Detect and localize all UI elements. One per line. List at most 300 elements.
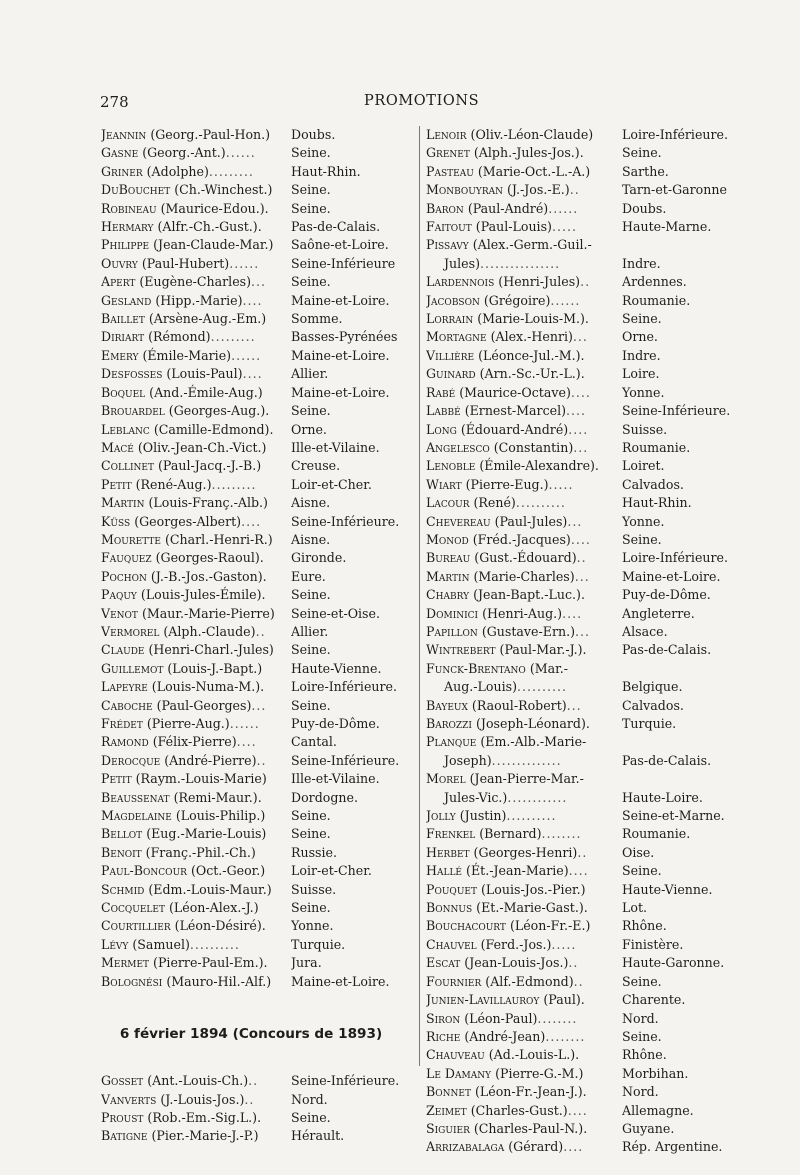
entry-name <box>426 531 622 549</box>
entry-name <box>101 862 291 880</box>
entry-surname: Diriart <box>101 329 145 345</box>
entry-place: Seine. <box>291 182 331 198</box>
list-item <box>426 678 744 696</box>
entry-given-names: (Georges-Raoul). <box>155 550 264 566</box>
entry-name <box>101 1072 291 1090</box>
entry-surname: Bureau <box>426 550 471 566</box>
list-item <box>426 236 744 254</box>
entry-place: Suisse. <box>622 421 668 437</box>
entry-name <box>101 439 291 457</box>
entry-surname: Jolly <box>426 808 456 824</box>
list-item <box>101 605 401 623</box>
entry-given-names: (Justin) <box>459 808 507 824</box>
entry-place: Maine-et-Loire. <box>291 292 390 308</box>
entry-surname: Dominici <box>426 605 479 621</box>
entry-place: Calvados. <box>622 697 684 713</box>
entry-name <box>101 1127 291 1145</box>
entry-place: Ille-et-Vilaine. <box>291 771 380 787</box>
entry-surname: Derocque <box>101 752 161 768</box>
entry-name <box>101 365 291 383</box>
entry-place: Seine. <box>622 311 662 327</box>
entry-given-names: Jules) <box>444 255 481 271</box>
entry-place: Seine. <box>291 900 331 916</box>
entry-place: Seine-et-Marne. <box>622 808 725 824</box>
entry-place: Eure. <box>291 568 326 584</box>
entry-given-names: (Ch.-Winchest.) <box>174 182 273 198</box>
list-item <box>426 770 744 788</box>
list-item <box>426 292 744 310</box>
entry-place: Yonne. <box>622 384 665 400</box>
list-item <box>101 365 401 383</box>
entry-place: Seine. <box>622 1028 662 1044</box>
entry-given-names: (Arsène-Aug.-Em.) <box>148 311 267 327</box>
entry-place: Finistère. <box>622 936 684 952</box>
list-item <box>101 218 401 236</box>
list-item <box>426 347 744 365</box>
list-item <box>426 660 744 678</box>
entry-surname: Mortagne <box>426 329 487 345</box>
entry-surname: Hermary <box>101 219 154 235</box>
entry-surname: Lenoble <box>426 458 476 474</box>
entry-surname: Chabry <box>426 587 470 603</box>
entry-given-names: (Mauro-Hil.-Alf.) <box>166 973 272 989</box>
entry-place: Saône-et-Loire. <box>291 237 389 253</box>
list-item <box>426 1010 744 1028</box>
entry-name <box>426 1046 622 1064</box>
list-item <box>101 255 401 273</box>
entry-name <box>426 384 622 402</box>
entry-given-names: (Alex.-Germ.-Guil.- <box>472 237 592 253</box>
entry-given-names: (Louis-Franç.-Alb.) <box>148 495 268 511</box>
running-title: PROMOTIONS <box>364 93 480 109</box>
entry-given-names: (Maur.-Marie-Pierre) <box>141 605 275 621</box>
entry-place: Maine-et-Loire. <box>622 568 721 584</box>
list-item <box>101 770 401 788</box>
entry-surname: Monod <box>426 531 469 547</box>
entry-place: Pas-de-Calais. <box>622 752 712 768</box>
entry-given-names: (Hipp.-Marie) <box>155 292 243 308</box>
entry-place: Pas-de-Calais. <box>622 642 712 658</box>
entry-surname: Zeimet <box>426 1102 467 1118</box>
entry-place: Yonne. <box>622 513 665 529</box>
entry-place: Seine. <box>291 145 331 161</box>
entry-surname: Martin <box>426 568 470 584</box>
entry-given-names: (Georges-Albert) <box>134 513 242 529</box>
entry-leader-dots: .......... <box>506 808 557 824</box>
entry-given-names: (Paul-Jacq.-J.-B.) <box>158 458 262 474</box>
list-item <box>426 255 744 273</box>
list-item <box>426 549 744 567</box>
entry-name <box>426 954 622 972</box>
entry-surname: Fournier <box>426 973 482 989</box>
entry-surname: Villière <box>426 347 475 363</box>
entry-name <box>426 660 622 678</box>
entry-name <box>426 973 622 991</box>
entry-surname: Guillemot <box>101 660 164 676</box>
entry-given-names: (Léon-Fr.-Jean-J.). <box>474 1084 587 1100</box>
entry-given-names: (Rémond) <box>148 329 211 345</box>
entry-given-names: (Mar.- <box>529 660 569 676</box>
entry-leader-dots: .. <box>256 752 267 768</box>
entry-place <box>622 236 744 254</box>
list-item <box>101 126 401 144</box>
entry-place: Allier. <box>291 623 329 639</box>
entry-given-names: (Henri-Jules) <box>498 274 581 290</box>
entry-surname: Benoit <box>101 844 142 860</box>
entry-surname: Paquy <box>101 587 137 603</box>
list-item <box>101 292 401 310</box>
list-item <box>426 144 744 162</box>
entry-place: Puy-de-Dôme. <box>291 716 380 731</box>
list-item <box>426 365 744 383</box>
entry-surname: Papillon <box>426 623 478 639</box>
entry-surname: Pochon <box>101 568 147 584</box>
entry-place: Seine. <box>622 145 662 161</box>
entry-name <box>426 181 622 199</box>
entry-name <box>101 402 291 420</box>
entry-given-names: (Adolphe) <box>146 163 209 179</box>
entry-surname: Apert <box>101 274 136 290</box>
entry-surname: Frédet <box>101 716 143 731</box>
entry-leader-dots: .. <box>568 955 579 971</box>
entry-surname: Petit <box>101 771 132 787</box>
entry-given-names: (Paul). <box>543 992 585 1008</box>
entry-given-names: (Pierre-Eug.) <box>465 476 549 492</box>
entry-surname: Ramond <box>101 734 149 750</box>
entry-given-names: (Louis-Philip.) <box>175 808 266 824</box>
entry-leader-dots: .............. <box>491 752 562 768</box>
list-item <box>101 807 401 825</box>
entry-given-names: (Georges-Henri) <box>473 844 578 860</box>
entry-leader-dots: .. <box>573 973 584 989</box>
entry-given-names: (Remi-Maur.). <box>173 789 262 805</box>
entry-place: Aisne. <box>291 495 331 511</box>
entry-given-names: (Ferd.-Jos.) <box>480 936 552 952</box>
entry-place: Dordogne. <box>291 789 358 805</box>
entry-surname: Boquel <box>101 384 146 400</box>
entry-surname: Baron <box>426 200 464 216</box>
entry-surname: Le Damany <box>426 1065 492 1081</box>
entry-name <box>101 733 291 751</box>
entry-given-names: (Léon-Alex.-J.) <box>169 900 259 916</box>
list-item <box>101 347 401 365</box>
entry-place: Doubs. <box>291 127 336 142</box>
entry-given-names: (Eug.-Marie-Louis) <box>146 826 267 842</box>
list-item <box>101 1072 401 1090</box>
entry-place <box>622 660 744 678</box>
entry-place: Guyane. <box>622 1120 675 1136</box>
entry-surname: Jeannin <box>101 127 147 142</box>
entry-name <box>101 126 291 144</box>
entry-name <box>426 936 622 954</box>
entry-name <box>426 991 622 1009</box>
entry-surname: Martin <box>101 495 145 511</box>
entry-surname: Siguier <box>426 1120 470 1136</box>
entry-name <box>101 421 291 439</box>
entry-place: Rhône. <box>622 1047 667 1063</box>
entry-given-names: (Alph.-Claude) <box>163 623 256 639</box>
entry-place: Doubs. <box>622 200 667 216</box>
entry-place: Seine. <box>291 587 331 603</box>
entry-given-names: (Pierre-Paul-Em.). <box>153 955 268 971</box>
entry-surname: Faitout <box>426 219 472 235</box>
entry-place: Allier. <box>291 366 329 382</box>
entry-given-names: (Maurice-Octave) <box>459 384 571 400</box>
list-item <box>101 236 401 254</box>
entry-place: Seine. <box>291 642 331 658</box>
list-item <box>426 807 744 825</box>
list-item <box>101 421 401 439</box>
entry-given-names: (Maurice-Edou.). <box>160 200 269 216</box>
entry-place: Seine. <box>622 863 662 879</box>
entry-name <box>426 457 622 475</box>
entry-place: Roumanie. <box>622 292 691 308</box>
entry-surname: Macé <box>101 439 134 455</box>
entry-place: Seine. <box>291 403 331 419</box>
entry-surname: Gasne <box>101 145 139 161</box>
list-item <box>426 586 744 604</box>
entry-place: Seine. <box>291 274 331 290</box>
entry-name <box>426 513 622 531</box>
list-item <box>101 328 401 346</box>
entry-place: Basses-Pyrénées <box>291 329 398 345</box>
entry-name <box>426 1083 622 1101</box>
entry-surname: Courtillier <box>101 918 171 934</box>
entry-surname: Vanverts <box>101 1091 157 1107</box>
list-item <box>101 494 401 512</box>
entry-given-names: (Et.-Marie-Gast.). <box>476 900 588 916</box>
list-item <box>101 881 401 899</box>
entry-name <box>426 733 622 751</box>
entry-surname: Morel <box>426 771 466 787</box>
entry-place: Jura. <box>291 955 322 971</box>
entry-surname: Guinard <box>426 366 476 382</box>
entry-surname: Barozzi <box>426 716 472 731</box>
entry-place: Maine-et-Loire. <box>291 973 390 989</box>
entry-given-names: (Jean-Louis-Jos.) <box>464 955 569 971</box>
list-item <box>426 163 744 181</box>
list-item <box>426 641 744 659</box>
entry-leader-dots: .... <box>242 292 263 308</box>
list-item <box>101 1127 401 1145</box>
entry-leader-dots: .... <box>562 605 583 621</box>
entry-name <box>426 421 622 439</box>
list-item <box>426 1138 744 1156</box>
entry-given-names: (Raym.-Louis-Marie) <box>135 771 267 787</box>
list-item <box>426 328 744 346</box>
entry-leader-dots: ......... <box>211 476 257 492</box>
list-item <box>426 273 744 291</box>
entry-place: Loire. <box>622 366 660 382</box>
entry-name <box>426 328 622 346</box>
entry-name <box>101 328 291 346</box>
entry-given-names: (And.-Émile-Aug.) <box>149 384 263 400</box>
entry-place: Seine-Inférieure. <box>291 752 400 768</box>
entry-given-names: (Henri-Charl.-Jules) <box>148 642 274 658</box>
entry-leader-dots: .......... <box>515 495 566 511</box>
entry-surname: Bolognési <box>101 973 163 989</box>
entry-name <box>101 347 291 365</box>
list-item <box>426 310 744 328</box>
entry-place: Indre. <box>622 255 661 271</box>
entry-name <box>426 310 622 328</box>
entry-place: Roumanie. <box>622 826 691 842</box>
list-item <box>101 954 401 972</box>
entry-surname: Leblanc <box>101 421 150 437</box>
list-item <box>101 936 401 954</box>
list-item <box>101 476 401 494</box>
entry-surname: Batigne <box>101 1128 148 1144</box>
entry-name <box>426 862 622 880</box>
entry-given-names: (René) <box>473 495 516 511</box>
entry-name <box>426 641 622 659</box>
entry-surname: Herbet <box>426 844 470 860</box>
entry-name <box>101 200 291 218</box>
section-entry-list <box>101 1072 401 1146</box>
entry-surname: Mermet <box>101 955 150 971</box>
entry-name <box>101 494 291 512</box>
entry-place: Nord. <box>622 1084 659 1100</box>
left-entry-list <box>101 126 401 991</box>
entry-given-names: (Franç.-Phil.-Ch.) <box>145 844 256 860</box>
entry-leader-dots: .. <box>569 182 580 198</box>
list-item <box>426 531 744 549</box>
entry-name <box>101 1109 291 1127</box>
right-column <box>419 126 744 1155</box>
entry-name <box>426 678 622 696</box>
entry-surname: Labbé <box>426 403 461 419</box>
entry-name <box>426 292 622 310</box>
entry-given-names: (J.-Jos.-E.) <box>507 182 570 198</box>
entry-given-names: (Camille-Edmond). <box>153 421 274 437</box>
entry-leader-dots: .......... <box>517 679 568 695</box>
entry-surname: Fauquez <box>101 550 152 566</box>
entry-surname: Baillet <box>101 311 145 327</box>
entry-place: Turquie. <box>291 936 346 952</box>
entry-leader-dots: ... <box>251 697 267 713</box>
entry-surname: Grenet <box>426 145 470 161</box>
entry-given-names: (Félix-Pierre) <box>152 734 237 750</box>
entry-name <box>426 347 622 365</box>
entry-name <box>426 439 622 457</box>
list-item <box>426 1083 744 1101</box>
entry-surname: Lapeyre <box>101 679 148 695</box>
entry-place: Seine. <box>291 697 331 713</box>
entry-given-names: (André-Jean) <box>464 1028 546 1044</box>
list-item <box>426 862 744 880</box>
entry-place: Orne. <box>291 421 327 437</box>
entry-place: Rép. Argentine. <box>622 1139 723 1155</box>
entry-leader-dots: ........ <box>541 826 582 842</box>
entry-name <box>101 457 291 475</box>
list-item <box>426 1120 744 1138</box>
entry-leader-dots: ... <box>567 513 583 529</box>
list-item <box>426 439 744 457</box>
entry-leader-dots: .. <box>580 274 591 290</box>
entry-surname: Bellot <box>101 826 143 842</box>
entry-name <box>426 605 622 623</box>
entry-surname: Beaussenat <box>101 789 170 805</box>
list-item <box>426 789 744 807</box>
entry-leader-dots: .... <box>570 531 591 547</box>
entry-name <box>101 384 291 402</box>
entry-name <box>426 365 622 383</box>
list-item <box>426 476 744 494</box>
entry-surname: Philippe <box>101 237 150 253</box>
entry-given-names: (Léon-Fr.-E.) <box>509 918 591 934</box>
entry-given-names: (Georg.-Paul-Hon.) <box>150 127 271 142</box>
entry-given-names: (Marie-Louis-M.). <box>477 311 589 327</box>
entry-leader-dots: .... <box>236 734 257 750</box>
entry-name <box>426 1010 622 1028</box>
entry-name <box>101 623 291 641</box>
entry-surname: Venot <box>101 605 138 621</box>
entry-given-names: (Raoul-Robert) <box>471 697 567 713</box>
entry-given-names: (Samuel) <box>132 936 190 952</box>
list-item <box>101 899 401 917</box>
entry-place: Seine. <box>622 973 662 989</box>
entry-place: Haute-Loire. <box>622 789 703 805</box>
list-item <box>426 421 744 439</box>
entry-place: Haute-Garonne. <box>622 955 725 971</box>
entry-given-names: (Alph.-Jules-Jos.). <box>473 145 584 161</box>
entry-name <box>426 494 622 512</box>
entry-surname: Emery <box>101 347 139 363</box>
entry-surname: Wintrebert <box>426 642 496 658</box>
entry-name <box>101 881 291 899</box>
entry-surname: Chauveau <box>426 1047 485 1063</box>
entry-surname: Lacour <box>426 495 470 511</box>
entry-given-names: (Charl.-Henri-R.) <box>164 531 273 547</box>
entry-leader-dots: ......... <box>210 329 256 345</box>
entry-place: Seine. <box>291 200 331 216</box>
entry-name <box>426 163 622 181</box>
entry-surname: Bonnet <box>426 1084 471 1100</box>
entry-given-names: (J.-B.-Jos.-Gaston). <box>150 568 267 584</box>
entry-given-names: (René-Aug.) <box>135 476 212 492</box>
list-item <box>101 1109 401 1127</box>
list-item <box>101 273 401 291</box>
entry-place: Haut-Rhin. <box>622 495 692 511</box>
entry-name <box>426 549 622 567</box>
entry-surname: Hallé <box>426 863 463 879</box>
entry-name <box>426 825 622 843</box>
entry-name <box>101 678 291 696</box>
entry-given-names: (Constantin) <box>493 439 574 455</box>
entry-name <box>426 568 622 586</box>
entry-leader-dots: .. <box>577 844 588 860</box>
entry-surname: Claude <box>101 642 145 658</box>
entry-surname: Lorrain <box>426 311 474 327</box>
entry-place: Ardennes. <box>622 274 687 290</box>
entry-given-names: (Pierre-Aug.) <box>146 716 230 731</box>
entry-leader-dots: ... <box>574 568 590 584</box>
entry-name <box>101 715 291 733</box>
entry-given-names: (Pierre-G.-M.) <box>495 1065 584 1081</box>
entry-name <box>101 697 291 715</box>
entry-given-names: (Jean-Claude-Mar.) <box>153 237 274 253</box>
entry-leader-dots: .... <box>566 403 587 419</box>
entry-given-names: (Oliv.-Jean-Ch.-Vict.) <box>137 439 267 455</box>
list-item <box>101 402 401 420</box>
entry-place <box>622 770 744 788</box>
list-item <box>426 402 744 420</box>
entry-place: Alsace. <box>622 623 668 639</box>
list-item <box>101 200 401 218</box>
list-item <box>101 844 401 862</box>
list-item <box>101 697 401 715</box>
list-item <box>426 715 744 733</box>
